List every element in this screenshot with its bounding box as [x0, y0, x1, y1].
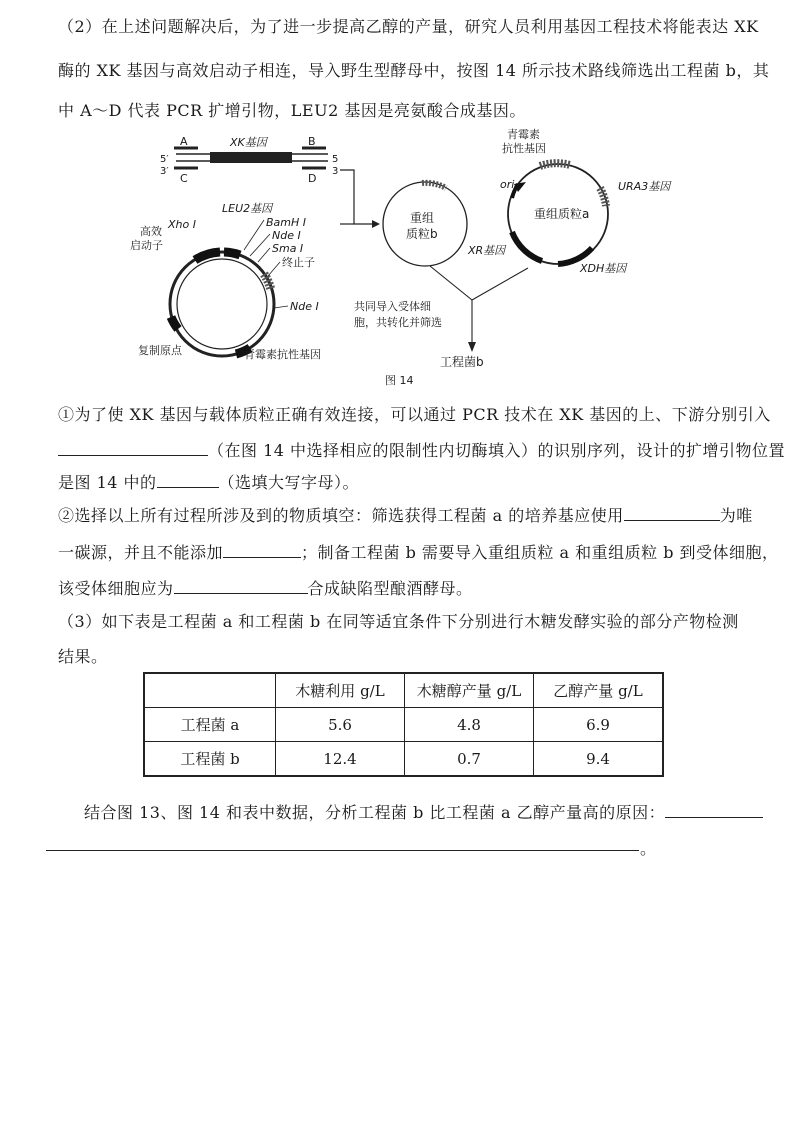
figure-caption: 图 14 — [385, 374, 414, 387]
intro-line-3: 中 A～D 代表 PCR 扩增引物，LEU2 基因是亮氨酸合成基因。 — [58, 101, 526, 120]
table-header-row — [144, 673, 663, 708]
table-header-cell: 木糖利用 g/L — [276, 673, 405, 708]
leu2-label: LEU2基因 — [222, 202, 273, 215]
q2-line-3 — [58, 576, 473, 599]
table-cell: 4.8 — [405, 708, 534, 742]
strain-b-label: 工程菌b — [440, 355, 484, 369]
plasmid-b — [383, 182, 467, 266]
table-cell: 6.9 — [534, 708, 664, 742]
three-prime-label: 3′ — [160, 166, 169, 177]
table-cell: 工程菌 a — [144, 708, 276, 742]
pen-gene-label-2: 抗性基因 — [502, 142, 546, 155]
primer-b-label: B — [308, 135, 316, 148]
xk-gene-fragment — [160, 135, 338, 185]
q1-line-3 — [58, 470, 359, 493]
part3-line-1: （3）如下表是工程菌 a 和工程菌 b 在同等适宜条件下分别进行木糖发酵实验的部分产物检测 — [58, 612, 739, 631]
xk-gene-label: XK基因 — [230, 136, 267, 149]
q1-line-3-text-a: 是图 14 中的 — [58, 473, 157, 492]
figure-14-diagram — [130, 128, 700, 388]
neo-gene-label: 青霉素抗性基因 — [244, 348, 321, 361]
final-period: 。 — [640, 839, 657, 858]
q2-line-2 — [58, 540, 779, 563]
plasmid-a-label: 重组质粒a — [534, 207, 590, 221]
ori-label: ori — [500, 178, 515, 191]
fermentation-results-table — [143, 672, 664, 777]
table-row — [144, 708, 663, 742]
q2-line-1-text-b: 为唯 — [719, 506, 753, 525]
q2-exclude-blank[interactable] — [223, 541, 301, 558]
table-cell: 工程菌 b — [144, 742, 276, 777]
final-question — [84, 800, 763, 823]
nde1-label: Nde Ⅰ — [272, 229, 301, 242]
nde2-label: Nde Ⅰ — [290, 300, 319, 313]
xdh-label: XDH基因 — [580, 262, 627, 275]
final-question-text: 结合图 13、图 14 和表中数据，分析工程菌 b 比工程菌 a 乙醇产量高的原因： — [84, 803, 666, 822]
vector-plasmid — [130, 202, 321, 361]
xho-label: Xho Ⅰ — [168, 218, 196, 231]
cotransform-label-2: 胞，共转化并筛选 — [354, 316, 442, 329]
plasmid-b-label-1: 重组 — [410, 211, 435, 225]
promoter-label-1: 高效 — [140, 225, 162, 238]
five-prime-label: 5′ — [160, 154, 169, 165]
q1-primer-blank[interactable] — [157, 471, 219, 488]
plasmid-a — [467, 127, 672, 275]
three-prime-right-label: 3 — [332, 166, 339, 177]
final-answer-blank-2[interactable] — [46, 850, 639, 851]
q1-line-2 — [58, 438, 785, 461]
table-cell: 5.6 — [276, 708, 405, 742]
primer-c-label: C — [180, 172, 188, 185]
q1-line-2-text: （在图 14 中选择相应的限制性内切酶填入）的识别序列，设计的扩增引物位置 — [208, 441, 786, 460]
terminator-label: 终止子 — [282, 256, 315, 269]
q1-line-1: ①为了使 XK 基因与载体质粒正确有效连接，可以通过 PCR 技术在 XK 基因的上、下游分别引入 — [58, 405, 771, 424]
promoter-label-2: 启动子 — [130, 239, 163, 252]
q1-enzyme-blank[interactable] — [58, 439, 208, 456]
q2-line-2-text-a: 一碳源，并且不能添加 — [58, 543, 224, 562]
cotransform-label-1: 共同导入受体细 — [354, 300, 431, 313]
five-prime-right-label: 5 — [332, 154, 339, 165]
intro-line-2: 酶的 XK 基因与高效启动子相连，导入野生型酵母中，按图 14 所示技术路线筛选出工程菌 b，其 — [58, 61, 770, 80]
xr-label: XR基因 — [468, 244, 506, 257]
q2-carbon-source-blank[interactable] — [624, 504, 720, 521]
bamh-label: BamH Ⅰ — [266, 216, 307, 229]
table-cell: 0.7 — [405, 742, 534, 777]
table-header-cell: 乙醇产量 g/L — [534, 673, 664, 708]
q2-line-3-text-a: 该受体细胞应为 — [58, 579, 174, 598]
primer-d-label: D — [308, 172, 317, 185]
table-row — [144, 742, 663, 777]
table-cell: 9.4 — [534, 742, 664, 777]
q2-line-1-text-a: ②选择以上所有过程所涉及到的物质填空：筛选获得工程菌 a 的培养基应使用 — [58, 506, 624, 525]
q2-line-1 — [58, 503, 753, 526]
table-header-cell — [144, 673, 276, 708]
q2-line-3-text-b: 合成缺陷型酿酒酵母。 — [307, 579, 473, 598]
q2-deficient-blank[interactable] — [174, 577, 308, 594]
q2-line-2-text-b: ；制备工程菌 b 需要导入重组质粒 a 和重组质粒 b 到受体细胞， — [301, 543, 779, 562]
table-header-cell: 木糖醇产量 g/L — [405, 673, 534, 708]
plasmid-b-label-2: 质粒b — [406, 227, 438, 241]
part3-line-2: 结果。 — [58, 647, 108, 666]
ori-site-label: 复制原点 — [138, 344, 182, 357]
ura3-label: URA3基因 — [618, 180, 671, 193]
pen-gene-label-1: 青霉素 — [507, 128, 540, 141]
intro-line-1: （2）在上述问题解决后，为了进一步提高乙醇的产量，研究人员利用基因工程技术将能表达 XK — [58, 17, 759, 36]
sma-label: Sma Ⅰ — [272, 242, 304, 255]
table-cell: 12.4 — [276, 742, 405, 777]
final-answer-blank-1[interactable] — [665, 801, 763, 818]
primer-a-label: A — [180, 135, 188, 148]
q1-line-3-text-b: （选填大写字母）。 — [218, 473, 360, 492]
